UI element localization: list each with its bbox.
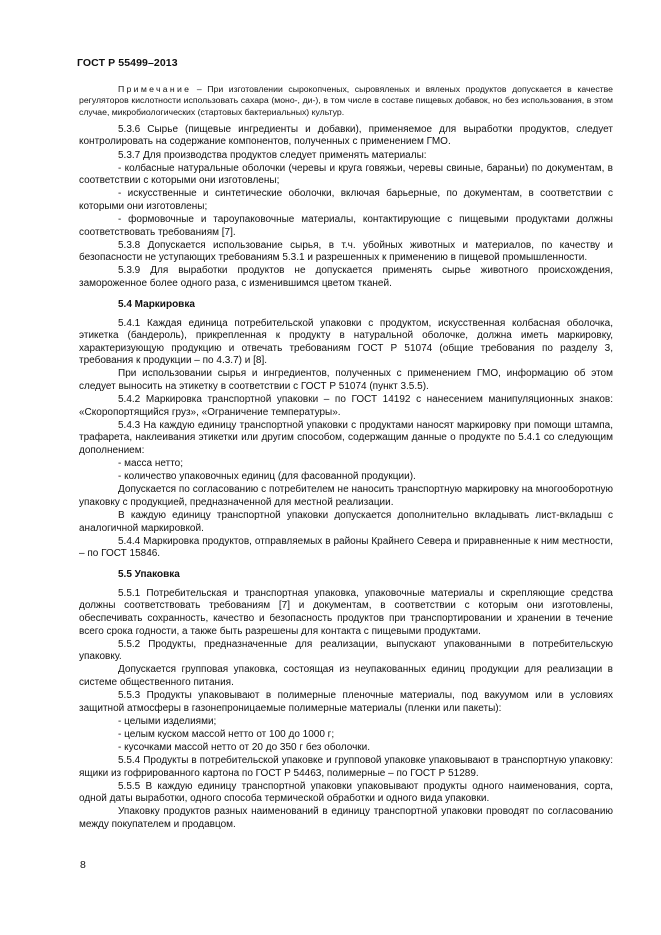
paragraph-mixed-packaging: Упаковку продуктов разных наименований в единицу транспортной упаковки проводят по согласованию между покупателем и продавцом. (79, 806, 613, 831)
list-item: - целым куском массой нетто от 100 до 1000 г; (118, 728, 335, 740)
note-paragraph (79, 84, 613, 118)
paragraph-5-5-5: 5.5.5 В каждую единицу транспортной упаковки упаковывают продукты одного наименования, сорта, одной даты выработки, одного способа термической обработки и одного вида упаковки. (79, 780, 613, 805)
paragraph-5-5-1: 5.5.1 Потребительская и транспортная упаковка, упаковочные материалы и скрепляющие средства должны соответствовать требованиям [7] и документам, в соответствии с которым они изготовлены, обеспечивать сохранность, качество и безопасность продуктов при транспортировании и хранении в течение всего срока годности, а также быть разрешены для контакта с пищевыми продуктами. (79, 587, 613, 637)
page-number: 8 (80, 859, 86, 871)
paragraph-5-5-3: 5.5.3 Продукты упаковывают в полимерные пленочные материалы, под вакуумом или в условиях защитной атмосферы в газонепроницаемые полимерные материалы (пленки или пакеты): (79, 690, 613, 714)
paragraph-5-3-7: 5.3.7 Для производства продуктов следует применять материалы: (118, 149, 427, 161)
note-text: – При изготовлении сырокопченых, сыровяленых и вяленых продуктов допускается в качестве регуляторов кислотности использовать сахара (моно-, ди-), в том числе в составе пищевых добавок, но без использования, в этом случае, микробиологических (стартовых бактериальных) культур. (79, 84, 613, 117)
paragraph-5-5-2: 5.5.2 Продукты, предназначенные для реализации, выпускают упакованными в потребительскую упаковку. (79, 638, 613, 663)
list-item: - целыми изделиями; (118, 715, 217, 727)
section-heading-marking: 5.4 Маркировка (118, 298, 195, 310)
list-item: - кусочками массой нетто от 20 до 350 г без оболочки. (118, 742, 371, 754)
paragraph-5-4-3: 5.4.3 На каждую единицу транспортной упаковки с продуктами наносят маркировку при помощи штампа, трафарета, наклеивания этикетки или другим способом, содержащим данные о продукте по 5.4.1 со следующим дополнением: (79, 419, 613, 457)
section-heading-packaging: 5.5 Упаковка (118, 568, 180, 580)
list-item: - формовочные и тароупаковочные материалы, контактирующие с пищевыми продуктами должны соответствовать требованиям [7]. (79, 214, 613, 238)
paragraph-5-3-6: 5.3.6 Сырье (пищевые ингредиенты и добавки), применяемое для выработки продуктов, следует контролировать на содержание компонентов, полученных с применением ГМО. (79, 123, 613, 148)
paragraph-gmo: При использовании сырья и ингредиентов, полученных с применением ГМО, информацию об этом следует выносить на этикетку в соответствии с ГОСТ Р 51074 (пункт 3.5.5). (79, 368, 613, 393)
paragraph-group-packaging: Допускается групповая упаковка, состоящая из неупакованных единиц продукции для реализации в системе общественного питания. (79, 664, 613, 689)
paragraph-5-4-4: 5.4.4 Маркировка продуктов, отправляемых в районы Крайнего Севера и приравненные к ним местности, – по ГОСТ 15846. (79, 535, 613, 560)
list-item: - количество упаковочных единиц (для фасованной продукции). (118, 471, 416, 483)
list-item: - колбасные натуральные оболочки (черевы и круга говяжьи, черевы свиные, бараньи) по документам, в соответствии с которыми они изготовлены; (79, 162, 613, 187)
paragraph-5-4-1: 5.4.1 Каждая единица потребительской упаковки с продуктом, искусственная колбасная оболочка, этикетка (бандероль), прикрепленная к продукту в натуральной оболочке, должна иметь маркировку, характеризующую продукцию и отвечать требованиям ГОСТ Р 51074 (общие требования по разделу 3, требования к продукции – по 4.3.7) и [8]. (79, 317, 613, 367)
paragraph-5-3-9: 5.3.9 Для выработки продуктов не допускается применять сырье животного происхождения, замороженное более одного раза, с изменившимся цветом тканей. (79, 265, 613, 290)
paragraph-insert-sheet: В каждую единицу транспортной упаковки допускается дополнительно вкладывать лист-вкладыш с аналогичной маркировкой. (79, 510, 613, 534)
page-content (79, 84, 613, 832)
paragraph-reusable-packaging: Допускается по согласованию с потребителем не наносить транспортную маркировку на многооборотную упаковку с продукцией, предназначенной для местной реализации. (79, 484, 613, 508)
note-label: Примечание (118, 84, 192, 94)
paragraph-5-3-8: 5.3.8 Допускается использование сырья, в т.ч. убойных животных и материалов, по качеству и безопасности не уступающих требованиям 5.3.1 и разрешенных к применению в пищевой промышленности. (79, 239, 613, 264)
list-item: - искусственные и синтетические оболочки, включая барьерные, по документам, в соответствии с которыми они изготовлены; (79, 188, 613, 212)
list-item: - масса нетто; (118, 458, 184, 470)
paragraph-5-5-4: 5.5.4 Продукты в потребительской упаковке и групповой упаковке упаковывают в транспортную упаковку: ящики из гофрированного картона по ГОСТ Р 54463, полимерные – по ГОСТ Р 51289. (79, 755, 613, 779)
document-header: ГОСТ Р 55499–2013 (77, 57, 178, 69)
paragraph-5-4-2: 5.4.2 Маркировка транспортной упаковки – по ГОСТ 14192 с нанесением манипуляционных знаков: «Скоропортящийся груз», «Ограничение температуры». (79, 394, 613, 418)
